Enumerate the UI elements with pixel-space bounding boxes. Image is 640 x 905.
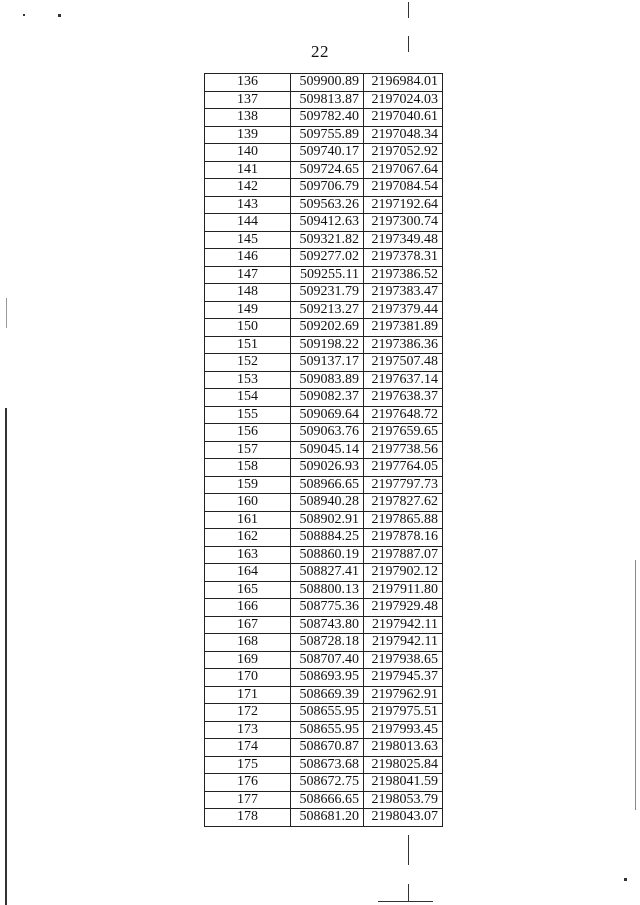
scan-mark <box>378 901 433 902</box>
y-coordinate-cell: 2197929.48 <box>364 599 443 617</box>
y-coordinate-cell: 2197379.44 <box>364 301 443 319</box>
x-coordinate-cell: 509321.82 <box>291 231 364 249</box>
x-coordinate-cell: 508860.19 <box>291 546 364 564</box>
point-number-cell: 175 <box>205 756 291 774</box>
table-row <box>205 634 443 652</box>
scan-mark <box>5 408 7 905</box>
y-coordinate-cell: 2197938.65 <box>364 651 443 669</box>
y-coordinate-cell: 2197383.47 <box>364 284 443 302</box>
point-number-cell: 165 <box>205 581 291 599</box>
table-row <box>205 354 443 372</box>
x-coordinate-cell: 509082.37 <box>291 389 364 407</box>
y-coordinate-cell: 2197764.05 <box>364 459 443 477</box>
table-row <box>205 599 443 617</box>
x-coordinate-cell: 508707.40 <box>291 651 364 669</box>
x-coordinate-cell: 508743.80 <box>291 616 364 634</box>
y-coordinate-cell: 2197942.11 <box>364 616 443 634</box>
table-row <box>205 406 443 424</box>
table-row <box>205 529 443 547</box>
x-coordinate-cell: 508655.95 <box>291 721 364 739</box>
point-number-cell: 140 <box>205 144 291 162</box>
y-coordinate-cell: 2197024.03 <box>364 91 443 109</box>
x-coordinate-cell: 508775.36 <box>291 599 364 617</box>
table-row <box>205 704 443 722</box>
y-coordinate-cell: 2197797.73 <box>364 476 443 494</box>
y-coordinate-cell: 2196984.01 <box>364 74 443 92</box>
x-coordinate-cell: 509740.17 <box>291 144 364 162</box>
x-coordinate-cell: 508940.28 <box>291 494 364 512</box>
point-number-cell: 158 <box>205 459 291 477</box>
table-row <box>205 249 443 267</box>
y-coordinate-cell: 2197048.34 <box>364 126 443 144</box>
point-number-cell: 144 <box>205 214 291 232</box>
point-number-cell: 154 <box>205 389 291 407</box>
table-row <box>205 266 443 284</box>
y-coordinate-cell: 2197945.37 <box>364 669 443 687</box>
table-row <box>205 424 443 442</box>
scan-mark <box>6 298 7 328</box>
coordinates-table-body <box>205 74 443 827</box>
point-number-cell: 148 <box>205 284 291 302</box>
point-number-cell: 146 <box>205 249 291 267</box>
y-coordinate-cell: 2197386.36 <box>364 336 443 354</box>
y-coordinate-cell: 2198025.84 <box>364 756 443 774</box>
x-coordinate-cell: 508800.13 <box>291 581 364 599</box>
table-row <box>205 564 443 582</box>
point-number-cell: 176 <box>205 774 291 792</box>
x-coordinate-cell: 509213.27 <box>291 301 364 319</box>
x-coordinate-cell: 509563.26 <box>291 196 364 214</box>
point-number-cell: 141 <box>205 161 291 179</box>
table-row <box>205 669 443 687</box>
table-row <box>205 144 443 162</box>
point-number-cell: 149 <box>205 301 291 319</box>
table-row <box>205 546 443 564</box>
x-coordinate-cell: 508728.18 <box>291 634 364 652</box>
point-number-cell: 162 <box>205 529 291 547</box>
table-row <box>205 721 443 739</box>
table-row <box>205 581 443 599</box>
table-row <box>205 196 443 214</box>
point-number-cell: 169 <box>205 651 291 669</box>
x-coordinate-cell: 509231.79 <box>291 284 364 302</box>
x-coordinate-cell: 508670.87 <box>291 739 364 757</box>
x-coordinate-cell: 509198.22 <box>291 336 364 354</box>
point-number-cell: 159 <box>205 476 291 494</box>
x-coordinate-cell: 509069.64 <box>291 406 364 424</box>
table-row <box>205 791 443 809</box>
point-number-cell: 170 <box>205 669 291 687</box>
table-row <box>205 319 443 337</box>
scan-mark <box>408 36 409 52</box>
table-row <box>205 161 443 179</box>
table-row <box>205 126 443 144</box>
x-coordinate-cell: 509706.79 <box>291 179 364 197</box>
x-coordinate-cell: 509137.17 <box>291 354 364 372</box>
point-number-cell: 174 <box>205 739 291 757</box>
x-coordinate-cell: 508669.39 <box>291 686 364 704</box>
y-coordinate-cell: 2197865.88 <box>364 511 443 529</box>
x-coordinate-cell: 508884.25 <box>291 529 364 547</box>
y-coordinate-cell: 2197040.61 <box>364 109 443 127</box>
x-coordinate-cell: 508827.41 <box>291 564 364 582</box>
point-number-cell: 138 <box>205 109 291 127</box>
x-coordinate-cell: 508902.91 <box>291 511 364 529</box>
y-coordinate-cell: 2197878.16 <box>364 529 443 547</box>
y-coordinate-cell: 2197902.12 <box>364 564 443 582</box>
y-coordinate-cell: 2197962.91 <box>364 686 443 704</box>
table-row <box>205 74 443 92</box>
table-row <box>205 371 443 389</box>
table-row <box>205 739 443 757</box>
y-coordinate-cell: 2197827.62 <box>364 494 443 512</box>
point-number-cell: 172 <box>205 704 291 722</box>
table-row <box>205 616 443 634</box>
point-number-cell: 156 <box>205 424 291 442</box>
x-coordinate-cell: 509045.14 <box>291 441 364 459</box>
table-row <box>205 756 443 774</box>
y-coordinate-cell: 2197637.14 <box>364 371 443 389</box>
table-row <box>205 301 443 319</box>
point-number-cell: 178 <box>205 809 291 827</box>
point-number-cell: 150 <box>205 319 291 337</box>
table-row <box>205 459 443 477</box>
x-coordinate-cell: 508966.65 <box>291 476 364 494</box>
y-coordinate-cell: 2197084.54 <box>364 179 443 197</box>
x-coordinate-cell: 508655.95 <box>291 704 364 722</box>
table-row <box>205 91 443 109</box>
y-coordinate-cell: 2198013.63 <box>364 739 443 757</box>
scan-mark <box>408 884 409 902</box>
point-number-cell: 177 <box>205 791 291 809</box>
x-coordinate-cell: 509412.63 <box>291 214 364 232</box>
point-number-cell: 147 <box>205 266 291 284</box>
coordinates-table <box>204 73 443 827</box>
point-number-cell: 136 <box>205 74 291 92</box>
table-row <box>205 651 443 669</box>
table-row <box>205 441 443 459</box>
point-number-cell: 167 <box>205 616 291 634</box>
point-number-cell: 137 <box>205 91 291 109</box>
x-coordinate-cell: 509782.40 <box>291 109 364 127</box>
y-coordinate-cell: 2197386.52 <box>364 266 443 284</box>
point-number-cell: 168 <box>205 634 291 652</box>
point-number-cell: 166 <box>205 599 291 617</box>
table-row <box>205 214 443 232</box>
point-number-cell: 157 <box>205 441 291 459</box>
y-coordinate-cell: 2197052.92 <box>364 144 443 162</box>
point-number-cell: 139 <box>205 126 291 144</box>
table-row <box>205 284 443 302</box>
scan-mark <box>58 14 61 17</box>
point-number-cell: 173 <box>205 721 291 739</box>
point-number-cell: 171 <box>205 686 291 704</box>
y-coordinate-cell: 2198043.07 <box>364 809 443 827</box>
y-coordinate-cell: 2198041.59 <box>364 774 443 792</box>
y-coordinate-cell: 2197993.45 <box>364 721 443 739</box>
y-coordinate-cell: 2197975.51 <box>364 704 443 722</box>
x-coordinate-cell: 508693.95 <box>291 669 364 687</box>
y-coordinate-cell: 2197192.64 <box>364 196 443 214</box>
x-coordinate-cell: 508666.65 <box>291 791 364 809</box>
scan-mark <box>408 2 409 18</box>
x-coordinate-cell: 509255.11 <box>291 266 364 284</box>
table-row <box>205 476 443 494</box>
point-number-cell: 143 <box>205 196 291 214</box>
table-row <box>205 179 443 197</box>
x-coordinate-cell: 508681.20 <box>291 809 364 827</box>
x-coordinate-cell: 509063.76 <box>291 424 364 442</box>
scan-mark <box>624 878 627 881</box>
x-coordinate-cell: 508672.75 <box>291 774 364 792</box>
scan-mark <box>23 14 25 16</box>
table-row <box>205 774 443 792</box>
point-number-cell: 164 <box>205 564 291 582</box>
table-row <box>205 231 443 249</box>
y-coordinate-cell: 2197738.56 <box>364 441 443 459</box>
scan-mark <box>408 835 409 865</box>
x-coordinate-cell: 509813.87 <box>291 91 364 109</box>
x-coordinate-cell: 509755.89 <box>291 126 364 144</box>
point-number-cell: 160 <box>205 494 291 512</box>
table-row <box>205 686 443 704</box>
page-number: 22 <box>311 42 329 61</box>
x-coordinate-cell: 509026.93 <box>291 459 364 477</box>
x-coordinate-cell: 509900.89 <box>291 74 364 92</box>
y-coordinate-cell: 2197378.31 <box>364 249 443 267</box>
y-coordinate-cell: 2197381.89 <box>364 319 443 337</box>
point-number-cell: 153 <box>205 371 291 389</box>
y-coordinate-cell: 2197659.65 <box>364 424 443 442</box>
y-coordinate-cell: 2197911.80 <box>364 581 443 599</box>
point-number-cell: 152 <box>205 354 291 372</box>
y-coordinate-cell: 2197648.72 <box>364 406 443 424</box>
point-number-cell: 161 <box>205 511 291 529</box>
point-number-cell: 155 <box>205 406 291 424</box>
point-number-cell: 163 <box>205 546 291 564</box>
y-coordinate-cell: 2197942.11 <box>364 634 443 652</box>
y-coordinate-cell: 2197349.48 <box>364 231 443 249</box>
scan-mark <box>635 560 636 810</box>
y-coordinate-cell: 2197300.74 <box>364 214 443 232</box>
y-coordinate-cell: 2197507.48 <box>364 354 443 372</box>
x-coordinate-cell: 509083.89 <box>291 371 364 389</box>
table-row <box>205 109 443 127</box>
y-coordinate-cell: 2197638.37 <box>364 389 443 407</box>
table-row <box>205 511 443 529</box>
x-coordinate-cell: 509724.65 <box>291 161 364 179</box>
point-number-cell: 145 <box>205 231 291 249</box>
x-coordinate-cell: 508673.68 <box>291 756 364 774</box>
x-coordinate-cell: 509202.69 <box>291 319 364 337</box>
point-number-cell: 142 <box>205 179 291 197</box>
y-coordinate-cell: 2197887.07 <box>364 546 443 564</box>
table-row <box>205 494 443 512</box>
y-coordinate-cell: 2198053.79 <box>364 791 443 809</box>
point-number-cell: 151 <box>205 336 291 354</box>
y-coordinate-cell: 2197067.64 <box>364 161 443 179</box>
table-row <box>205 389 443 407</box>
x-coordinate-cell: 509277.02 <box>291 249 364 267</box>
table-row <box>205 809 443 827</box>
table-row <box>205 336 443 354</box>
